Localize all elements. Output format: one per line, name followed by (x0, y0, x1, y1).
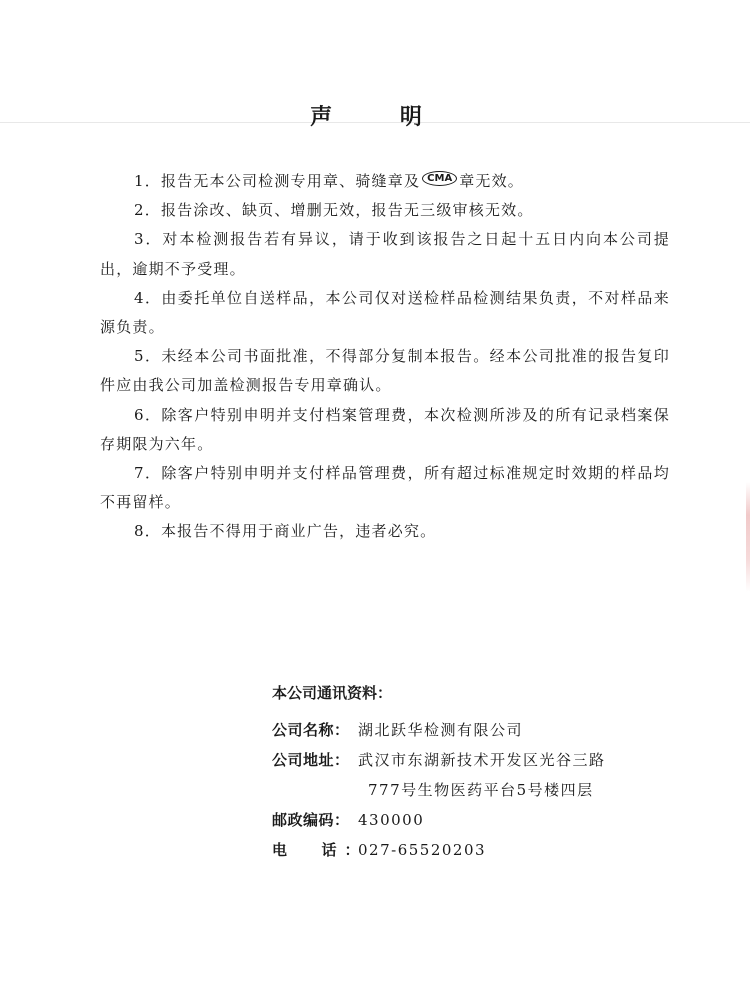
contact-information (272, 682, 692, 865)
company-address-label: 公司地址： (272, 751, 350, 769)
seam-stamp-edge (746, 482, 750, 592)
postcode-label: 邮政编码： (272, 811, 350, 829)
clause-3: 3．对本检测报告若有异议，请于收到该报告之日起十五日内向本公司提出，逾期不予受理。 (100, 230, 670, 278)
address-line-2: 777号生物医药平台5号楼四层 (368, 781, 594, 799)
postcode-row (272, 805, 692, 835)
company-name-value: 湖北跃华检测有限公司 (358, 721, 524, 739)
clause-6: 6．除客户特别申明并支付档案管理费，本次检测所涉及的所有记录档案保存期限为六年。 (100, 405, 670, 453)
company-name-label: 公司名称： (272, 721, 350, 739)
clause-1-text-after: 章无效。 (459, 172, 524, 190)
address-line-1: 武汉市东湖新技术开发区光谷三路 (358, 751, 606, 769)
clause-1-text-before: 1．报告无本公司检测专用章、骑缝章及 (134, 172, 421, 190)
declaration-clauses (100, 167, 670, 547)
phone-label: 电 话： (272, 841, 368, 859)
clause-4: 4．由委托单位自送样品，本公司仅对送检样品检测结果负责，不对样品来源负责。 (100, 288, 670, 337)
document-title: 声 明 (310, 105, 452, 130)
company-name-row (272, 715, 692, 745)
contact-heading: 本公司通讯资料： (272, 684, 393, 702)
phone-value: 027-65520203 (358, 841, 487, 859)
cma-mark-icon: CMA (422, 171, 457, 186)
clause-2: 2．报告涂改、缺页、增删无效，报告无三级审核无效。 (134, 201, 534, 220)
clause-5: 5．未经本公司书面批准，不得部分复制本报告。经本公司批准的报告复印件应由我公司加盖检测报告专用章确认。 (100, 347, 670, 395)
phone-row (272, 835, 692, 865)
company-address-row (272, 745, 692, 805)
clause-7: 7．除客户特别申明并支付样品管理费，所有超过标准规定时效期的样品均不再留样。 (100, 464, 670, 512)
company-address-value (358, 745, 606, 805)
clause-1 (100, 167, 670, 196)
clause-8: 8．本报告不得用于商业广告，违者必究。 (134, 522, 437, 541)
postcode-value: 430000 (358, 811, 425, 829)
